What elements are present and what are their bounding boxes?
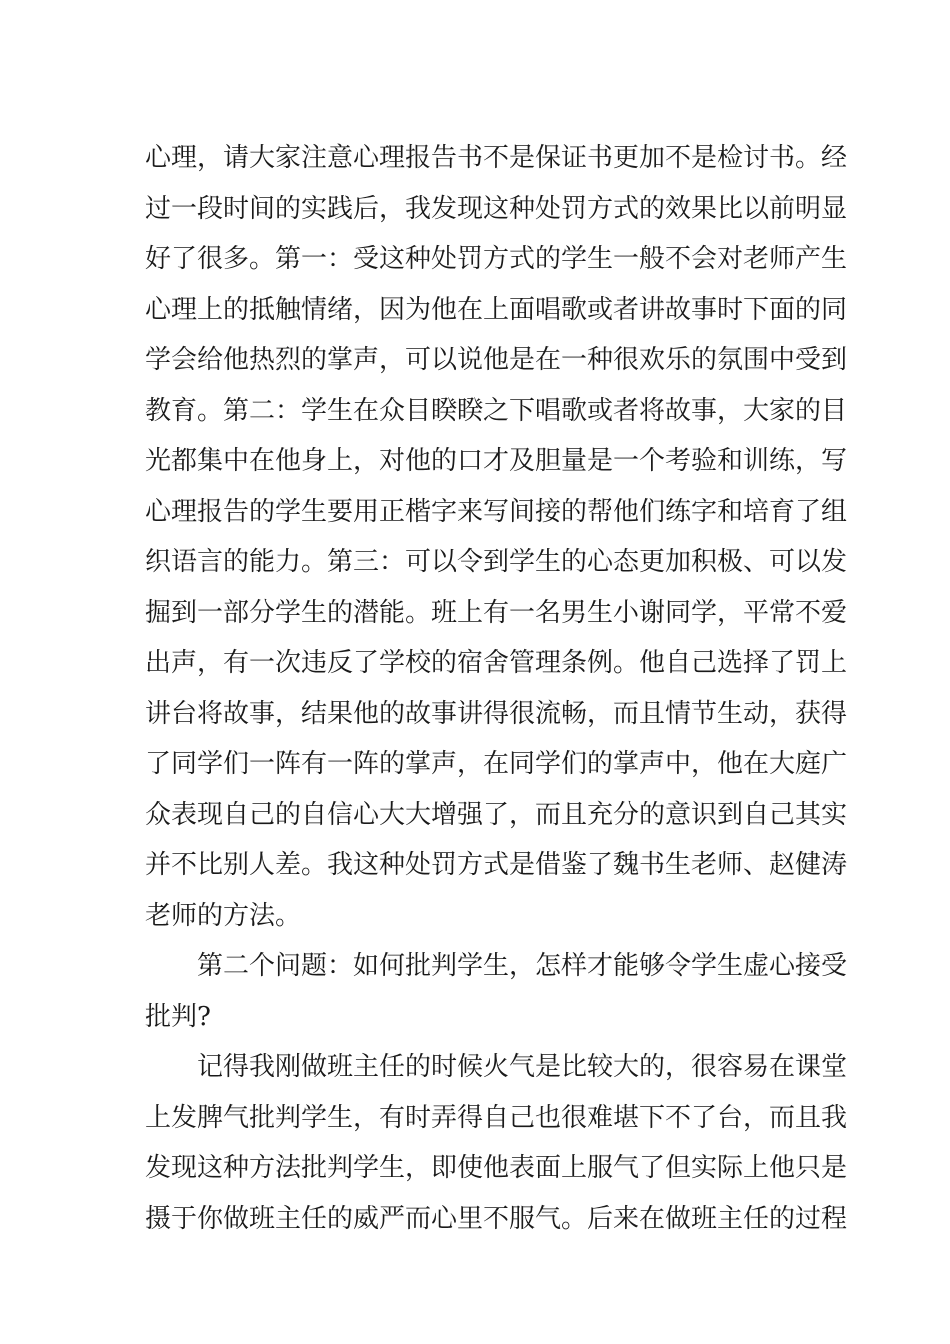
text-line: 光都集中在他身上，对他的口才及胆量是一个考验和训练，写 <box>145 446 848 476</box>
paragraph-1 <box>145 133 848 941</box>
text-line: 第二个问题：如何批判学生，怎样才能够令学生虚心接受 <box>197 951 848 981</box>
text-line: 掘到一部分学生的潜能。班上有一名男生小谢同学，平常不爱 <box>145 597 848 628</box>
text-line: 记得我刚做班主任的时候火气是比较大的，很容易在课堂 <box>197 1052 848 1082</box>
text-line: 众表现自己的自信心大大增强了，而且充分的意识到自己其实 <box>145 799 848 830</box>
paragraph-3 <box>145 1042 848 1244</box>
document-body <box>145 133 848 1244</box>
text-line: 摄于你做班主任的威严而心里不服气。后来在做班主任的过程 <box>145 1203 848 1234</box>
text-line: 讲台将故事，结果他的故事讲得很流畅，而且情节生动，获得 <box>145 698 848 729</box>
text-line: 上发脾气批判学生，有时弄得自己也很难堪下不了台，而且我 <box>145 1102 848 1133</box>
text-line: 出声，有一次违反了学校的宿舍管理条例。他自己选择了罚上 <box>145 648 848 678</box>
paragraph-2 <box>145 941 848 1042</box>
text-line: 批判? <box>145 1001 211 1032</box>
text-line: 了同学们一阵有一阵的掌声，在同学们的掌声中，他在大庭广 <box>145 749 848 779</box>
text-line: 心理，请大家注意心理报告书不是保证书更加不是检讨书。经 <box>145 143 848 173</box>
text-line: 发现这种方法批判学生，即使他表面上服气了但实际上他只是 <box>145 1153 848 1183</box>
text-line: 心理报告的学生要用正楷字来写间接的帮他们练字和培育了组 <box>145 496 848 527</box>
text-line: 好了很多。第一：受这种处罚方式的学生一般不会对老师产生 <box>145 244 848 274</box>
text-line: 织语言的能力。第三：可以令到学生的心态更加积极、可以发 <box>145 547 848 577</box>
text-line: 并不比别人差。我这种处罚方式是借鉴了魏书生老师、赵健涛 <box>145 850 848 880</box>
text-line: 学会给他热烈的掌声，可以说他是在一种很欢乐的氛围中受到 <box>145 345 848 375</box>
text-line: 老师的方法。 <box>145 900 302 931</box>
text-line: 过一段时间的实践后，我发现这种处罚方式的效果比以前明显 <box>145 193 848 224</box>
text-line: 心理上的抵触情绪，因为他在上面唱歌或者讲故事时下面的同 <box>145 294 848 325</box>
text-line: 教育。第二：学生在众目睽睽之下唱歌或者将故事，大家的目 <box>145 395 848 426</box>
